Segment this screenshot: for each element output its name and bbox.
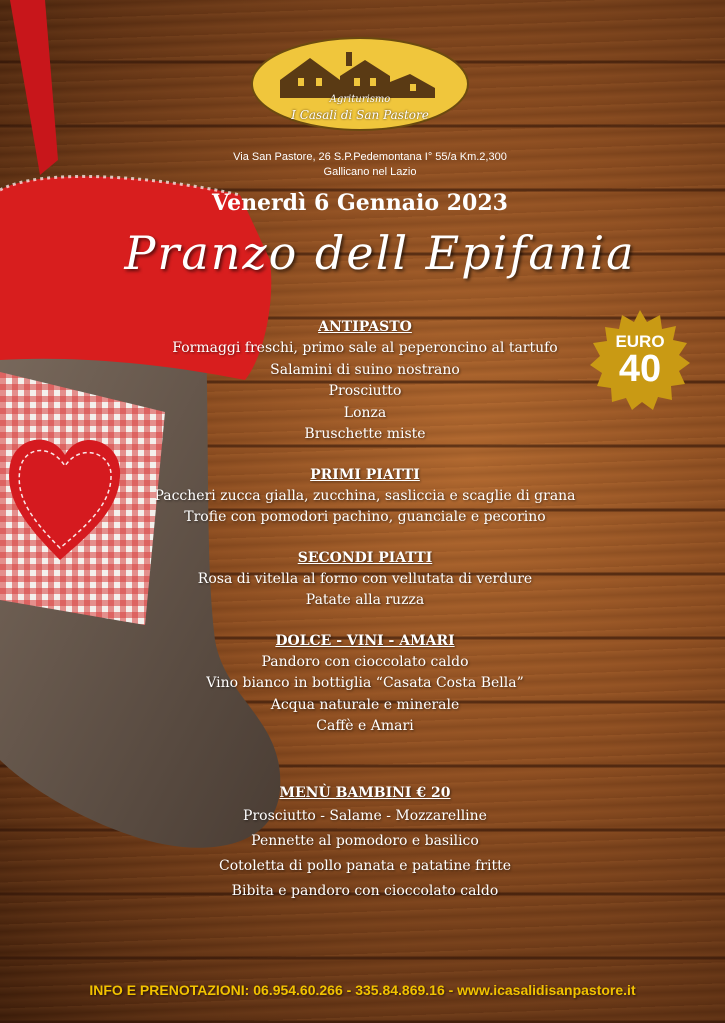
menu-item: Vino bianco in bottiglia “Casata Costa Bella” — [206, 675, 524, 691]
menu-item: Patate alla ruzza — [305, 592, 425, 608]
agriturismo-logo — [250, 36, 470, 132]
menu-item: Prosciutto — [328, 383, 402, 399]
menu-item: Paccheri zucca gialla, zucchina, sasliccia e scaglie di grana — [154, 487, 576, 504]
menu-item: Rosa di vitella al forno con vellutata di verdure — [197, 570, 533, 587]
menu-item: Lonza — [343, 404, 387, 421]
menu-item: Bibita e pandoro con cioccolato caldo — [231, 882, 499, 899]
event-date: Venerdì 6 Gennaio 2023 — [212, 190, 508, 216]
price-badge — [590, 310, 690, 410]
booking-info: INFO E PRENOTAZIONI: 06.954.60.266 - 335.84.869.16 - www.icasalidisanpastore.it — [89, 982, 636, 998]
address-line-1: Via San Pastore, 26 S.P.Pedemontana I° 55/a Km.2,300 — [233, 151, 507, 163]
menu-item: Cotoletta di pollo panata e patatine fritte — [219, 857, 511, 874]
section-title: ANTIPASTO — [318, 319, 412, 335]
price-label: EURO — [615, 332, 665, 351]
event-title: Pranzo dell Epifania — [124, 226, 636, 280]
menu-section-dolce — [140, 630, 590, 738]
address — [180, 150, 560, 180]
menu-item: Acqua naturale e minerale — [270, 696, 460, 713]
section-title: SECONDI PIATTI — [297, 549, 433, 566]
menu-section-antipasto — [140, 316, 590, 446]
address-line-2: Gallicano nel Lazio — [323, 166, 417, 178]
price-amount: 40 — [618, 348, 662, 390]
section-title: DOLCE - VINI - AMARI — [275, 632, 455, 649]
menu-item: Formaggi freschi, primo sale al peperoncino al tartufo — [172, 340, 558, 356]
section-title: MENÙ BAMBINI € 20 — [279, 784, 451, 801]
menu-item: Salamini di suino nostrano — [270, 361, 460, 378]
menu-item: Prosciutto - Salame - Mozzarelline — [243, 807, 487, 824]
menu-section-bambini — [140, 782, 590, 904]
menu-section-secondi — [140, 547, 590, 612]
menu-item: Pandoro con cioccolato caldo — [261, 653, 469, 670]
logo-line-2: I Casali di San Pastore — [291, 108, 429, 122]
section-title: PRIMI PIATTI — [310, 466, 420, 483]
menu-item: Pennette al pomodoro e basilico — [251, 832, 479, 849]
menu — [140, 316, 590, 922]
logo-line-1: Agriturismo — [329, 94, 391, 105]
menu-item: Bruschette miste — [304, 426, 426, 442]
menu-item: Trofie con pomodori pachino, guanciale e pecorino — [184, 509, 546, 525]
menu-section-primi — [140, 464, 590, 529]
menu-item: Caffè e Amari — [316, 718, 414, 734]
